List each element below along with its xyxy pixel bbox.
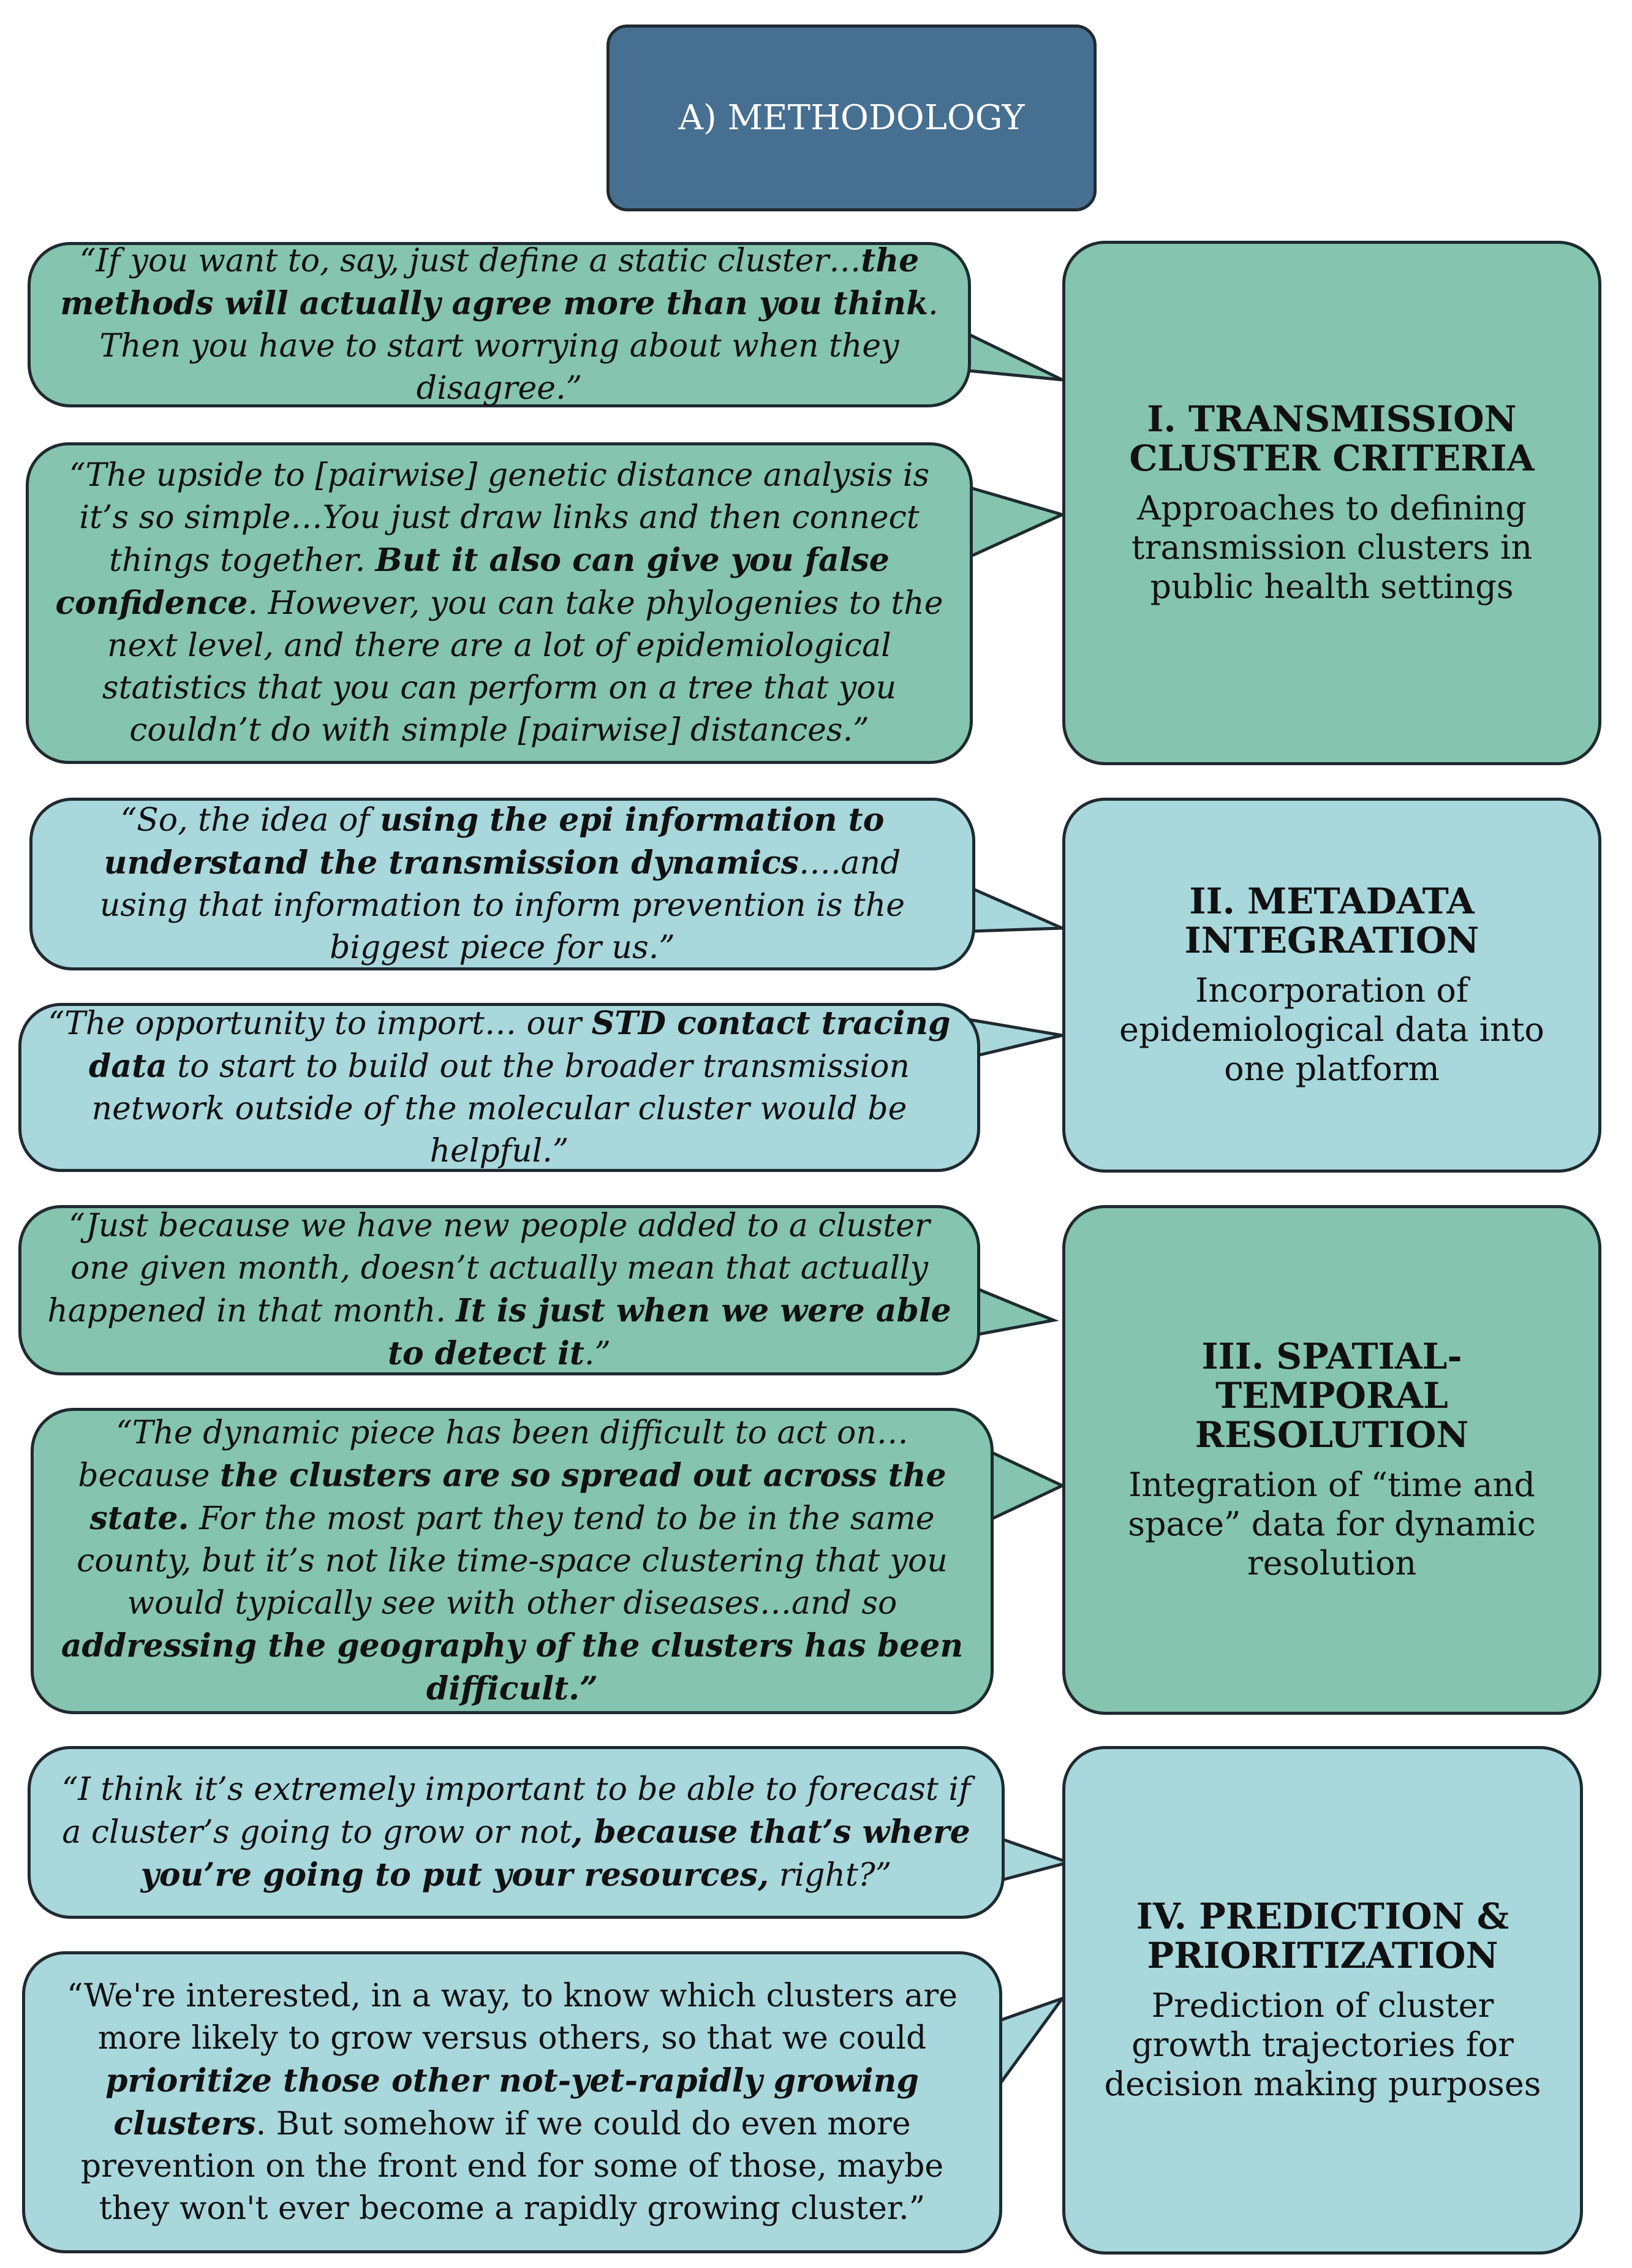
quote-segment: For the most part they tend to be in the same county, but it’s not like time-space clustering that you would typically see with other diseases…and so [77,1500,948,1622]
quote-segment: . But somehow if we could do even more prevention on the front end for some of those, maybe they won't ever become a rapidly growing cluster.” [80,2105,944,2227]
methodology-title: A) METHODOLOGY [678,98,1025,138]
quote-forecast-growth [28,1746,1005,1919]
quote-emphasis: the clusters are so spread out across the state. [89,1456,946,1537]
category-prediction-prioritization [1062,1746,1583,2255]
quote-emphasis: , because that’s where you’re going to put your resources, [140,1813,970,1894]
quote-text [58,1412,966,1710]
category-title: III. SPATIAL-TEMPORAL RESOLUTION [1195,1336,1469,1456]
pointer-q4-1 [999,1838,1068,1881]
pointer-q1-2 [968,487,1062,558]
quote-segment: ….and using that information to inform prevention is the biggest piece for us.” [99,845,905,966]
pointer-q2-1 [972,888,1062,931]
quote-segment: . However, you can take phylogenies to the next level, and there are a lot of epidemiological statistics that you can perform on a tree that you couldn’t do with simple [pairwise] distances.” [102,585,943,749]
quote-segment: “So, the idea of [120,802,380,839]
quote-emphasis: using the epi information to understand the transmission dynamics [104,801,885,882]
quote-static-cluster [28,242,971,407]
pointer-q2-2 [972,1020,1062,1057]
quote-text [55,1769,977,1897]
category-title: I. TRANSMISSION CLUSTER CRITERIA [1129,398,1535,479]
quote-emphasis: It is just when we were able to detect it [387,1292,951,1372]
quote-text [53,455,945,752]
category-title: II. METADATA INTEGRATION [1184,880,1479,961]
category-spatial-temporal-resolution [1062,1205,1601,1715]
quote-geography-clusters [31,1408,994,1714]
quote-segment: .” [584,1336,611,1372]
pointer-q3-1 [972,1287,1054,1336]
quote-emphasis: the methods will actually agree more than you think [60,242,929,322]
category-description: Incorporation of epidemiological data into one platform [1119,971,1544,1088]
category-description: Approaches to defining transmission clusters in public health settings [1131,489,1533,606]
methodology-title-box [606,25,1097,211]
category-description: Prediction of cluster growth trajectories for decision making purposes [1104,1986,1541,2103]
quote-segment: “The dynamic piece has been difficult to act on…because [78,1414,909,1494]
quote-prioritize-clusters [22,1951,1002,2253]
quote-text [46,1205,953,1375]
quote-segment: “If you want to, say, just define a static cluster… [79,243,861,279]
quote-emphasis: But it also can give you false confidence [55,542,890,622]
quote-segment: “The opportunity to import… our [48,1005,592,1042]
pointer-q4-2 [996,1998,1062,2089]
quote-emphasis: prioritize those other not-yet-rapidly growing clusters [105,2062,919,2142]
quote-text [50,1975,975,2230]
category-metadata-integration [1062,798,1601,1173]
category-transmission-cluster-criteria [1062,241,1601,765]
quote-segment: right?” [769,1856,892,1894]
quote-segment: . Then you have to start worrying about when they disagree.” [99,285,939,407]
quote-segment: to start to build out the broader transmission network outside of the molecular cluster would be helpful.” [91,1048,910,1170]
quote-emphasis: addressing the geography of the clusters has been difficult.” [61,1627,964,1707]
category-description: Integration of “time and space” data for dynamic resolution [1128,1465,1536,1582]
pointer-q1-1 [968,334,1062,380]
quote-detection-timing [18,1205,980,1375]
quote-epi-information [29,798,975,970]
quote-text [46,1002,953,1173]
quote-text [57,799,948,969]
quote-segment: “The upside to [pairwise] genetic distance analysis is it’s so simple…You just draw links and then connect things together. [69,457,930,579]
category-title: IV. PREDICTION & PRIORITIZATION [1136,1896,1509,1976]
quote-text [55,240,943,410]
quote-segment: “I think it’s extremely important to be able to forecast if a cluster’s going to grow or not [61,1771,971,1851]
quote-segment: “Just because we have new people added to a cluster one given month, doesn’t actually mean that actually happened in that month. [47,1208,930,1329]
quote-pairwise-distance [26,442,973,764]
quote-emphasis: STD contact tracing data [89,1005,951,1085]
quote-segment: “We're interested, in a way, to know which clusters are more likely to grow versus others, so that we could [67,1977,958,2057]
quote-std-contact-tracing [18,1003,980,1172]
